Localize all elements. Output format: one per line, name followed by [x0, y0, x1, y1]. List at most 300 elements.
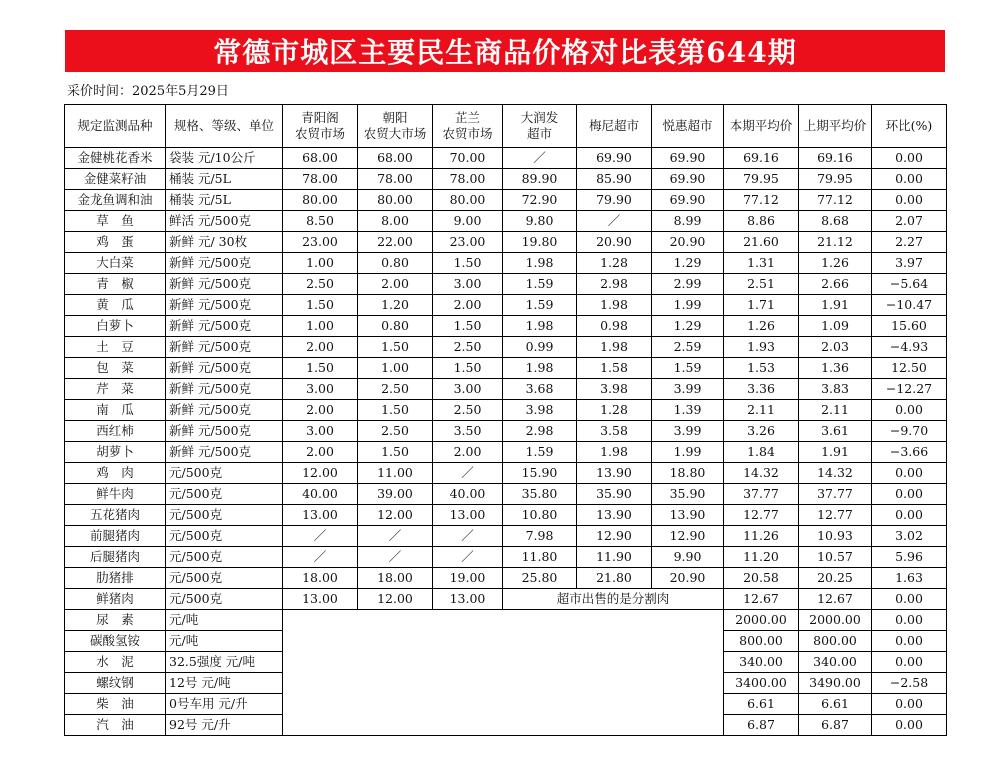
item-name: 后腿猪肉 — [65, 547, 166, 568]
price-cell: 35.90 — [652, 484, 724, 505]
item-spec: 新鲜 元/500克 — [166, 295, 283, 316]
item-name: 鲜牛肉 — [65, 484, 166, 505]
table-row — [65, 211, 947, 232]
table-row — [65, 610, 947, 631]
item-spec: 鲜活 元/500克 — [166, 211, 283, 232]
price-cell: 0.99 — [503, 337, 577, 358]
previous-avg: 340.00 — [799, 652, 872, 673]
price-cell: 3.97 — [872, 253, 947, 274]
item-spec: 桶装 元/5L — [166, 169, 283, 190]
price-cell: 3.58 — [577, 421, 652, 442]
change-percent: 0.00 — [872, 631, 947, 652]
price-cell: 0.00 — [872, 484, 947, 505]
price-cell: 1.50 — [433, 358, 503, 379]
price-cell: 21.12 — [799, 232, 872, 253]
item-name: 鸡 肉 — [65, 463, 166, 484]
item-spec: 新鲜 元/ 30枚 — [166, 232, 283, 253]
price-cell: 2.50 — [358, 421, 433, 442]
item-spec: 袋装 元/10公斤 — [166, 148, 283, 169]
price-cell: 13.90 — [577, 505, 652, 526]
column-header: 规定监测品种 — [65, 105, 166, 148]
price-cell: 2.50 — [283, 274, 358, 295]
price-cell: 69.90 — [652, 148, 724, 169]
price-cell: 12.00 — [358, 505, 433, 526]
price-cell: 8.50 — [283, 211, 358, 232]
table-row — [65, 253, 947, 274]
price-cell: 2.50 — [433, 337, 503, 358]
price-cell: 68.00 — [283, 148, 358, 169]
price-cell: 78.00 — [358, 169, 433, 190]
item-spec: 元/吨 — [166, 631, 283, 652]
item-spec: 新鲜 元/500克 — [166, 400, 283, 421]
price-cell: 12.90 — [577, 526, 652, 547]
price-cell: 69.90 — [577, 148, 652, 169]
price-cell: 80.00 — [433, 190, 503, 211]
table-row — [65, 148, 947, 169]
item-name: 五花猪肉 — [65, 505, 166, 526]
blank-block — [283, 610, 724, 736]
price-cell: 13.90 — [652, 505, 724, 526]
price-cell: 2.00 — [433, 295, 503, 316]
price-cell: 21.80 — [577, 568, 652, 589]
table-row — [65, 295, 947, 316]
price-cell: 11.20 — [724, 547, 799, 568]
price-cell: ／ — [433, 547, 503, 568]
price-cell: 10.57 — [799, 547, 872, 568]
price-cell: 79.90 — [577, 190, 652, 211]
item-name: 鲜猪肉 — [65, 589, 166, 610]
price-cell: 22.00 — [358, 232, 433, 253]
price-cell: 3.00 — [283, 379, 358, 400]
price-cell: 2.50 — [358, 379, 433, 400]
price-cell: 12.50 — [872, 358, 947, 379]
current-avg: 340.00 — [724, 652, 799, 673]
price-cell: 1.53 — [724, 358, 799, 379]
price-cell: 11.80 — [503, 547, 577, 568]
price-cell: −4.93 — [872, 337, 947, 358]
price-cell: 3.98 — [577, 379, 652, 400]
item-name: 汽 油 — [65, 715, 166, 736]
price-cell: 0.00 — [872, 463, 947, 484]
price-cell: 70.00 — [433, 148, 503, 169]
current-avg: 6.87 — [724, 715, 799, 736]
price-cell: 1.84 — [724, 442, 799, 463]
price-cell: 21.60 — [724, 232, 799, 253]
price-cell: 1.59 — [652, 358, 724, 379]
table-row — [65, 400, 947, 421]
price-cell: 37.77 — [799, 484, 872, 505]
price-cell: 1.50 — [283, 295, 358, 316]
price-cell: 77.12 — [724, 190, 799, 211]
price-cell: 3.00 — [283, 421, 358, 442]
price-cell: 3.83 — [799, 379, 872, 400]
price-cell: 85.90 — [577, 169, 652, 190]
item-spec: 新鲜 元/500克 — [166, 379, 283, 400]
column-header: 本期平均价 — [724, 105, 799, 148]
price-cell: 0.00 — [872, 169, 947, 190]
price-cell: 13.00 — [283, 589, 358, 610]
price-cell: 3.68 — [503, 379, 577, 400]
item-spec: 新鲜 元/500克 — [166, 358, 283, 379]
item-name: 大白菜 — [65, 253, 166, 274]
item-name: 金龙鱼调和油 — [65, 190, 166, 211]
previous-avg: 6.61 — [799, 694, 872, 715]
price-cell: 1.59 — [503, 442, 577, 463]
price-cell: 69.16 — [724, 148, 799, 169]
price-cell: 2.98 — [577, 274, 652, 295]
price-cell: 13.00 — [283, 505, 358, 526]
price-cell: 3.36 — [724, 379, 799, 400]
price-cell: ／ — [358, 526, 433, 547]
price-cell: 10.93 — [799, 526, 872, 547]
price-cell: 2.99 — [652, 274, 724, 295]
item-name: 黄 瓜 — [65, 295, 166, 316]
price-cell: 79.95 — [799, 169, 872, 190]
price-cell: 10.80 — [503, 505, 577, 526]
price-cell: 1.28 — [577, 400, 652, 421]
price-cell: ／ — [283, 547, 358, 568]
price-cell: 19.00 — [433, 568, 503, 589]
price-cell: 23.00 — [433, 232, 503, 253]
item-name: 碳酸氢铵 — [65, 631, 166, 652]
current-avg: 2000.00 — [724, 610, 799, 631]
price-cell: 8.99 — [652, 211, 724, 232]
supermarket-note: 超市出售的是分割肉 — [503, 589, 724, 610]
item-spec: 元/500克 — [166, 547, 283, 568]
price-cell: 15.60 — [872, 316, 947, 337]
table-row — [65, 484, 947, 505]
price-cell: 3.61 — [799, 421, 872, 442]
price-cell: 2.00 — [283, 400, 358, 421]
price-cell: 1.98 — [503, 358, 577, 379]
price-cell: ／ — [433, 526, 503, 547]
price-cell: −5.64 — [872, 274, 947, 295]
price-cell: 1.59 — [503, 274, 577, 295]
price-cell: −10.47 — [872, 295, 947, 316]
price-date: 采价时间：2025年5月29日 — [67, 84, 229, 99]
price-cell: 77.12 — [799, 190, 872, 211]
price-cell: 1.28 — [577, 253, 652, 274]
price-cell: 2.27 — [872, 232, 947, 253]
price-cell: ／ — [433, 463, 503, 484]
price-cell: 15.90 — [503, 463, 577, 484]
item-spec: 0号车用 元/升 — [166, 694, 283, 715]
current-avg: 6.61 — [724, 694, 799, 715]
column-header: 悦惠超市 — [652, 105, 724, 148]
previous-avg: 3490.00 — [799, 673, 872, 694]
column-header: 青阳阁 农贸市场 — [283, 105, 358, 148]
price-cell: 1.26 — [799, 253, 872, 274]
price-cell: 78.00 — [283, 169, 358, 190]
price-cell: 1.58 — [577, 358, 652, 379]
table-row — [65, 379, 947, 400]
price-cell: 2.07 — [872, 211, 947, 232]
price-cell: 3.26 — [724, 421, 799, 442]
price-cell: 1.99 — [652, 442, 724, 463]
item-spec: 92号 元/升 — [166, 715, 283, 736]
price-cell: 1.50 — [358, 337, 433, 358]
price-cell: 18.80 — [652, 463, 724, 484]
price-cell: 1.50 — [358, 400, 433, 421]
column-header: 上期平均价 — [799, 105, 872, 148]
column-header: 规格、等级、单位 — [166, 105, 283, 148]
item-spec: 32.5强度 元/吨 — [166, 652, 283, 673]
price-cell: 78.00 — [433, 169, 503, 190]
item-spec: 元/500克 — [166, 526, 283, 547]
price-cell: 1.50 — [358, 442, 433, 463]
price-cell: 1.50 — [283, 358, 358, 379]
change-percent: 0.00 — [872, 652, 947, 673]
price-cell: 13.00 — [433, 505, 503, 526]
item-name: 前腿猪肉 — [65, 526, 166, 547]
price-cell: 11.00 — [358, 463, 433, 484]
price-cell: 20.58 — [724, 568, 799, 589]
item-spec: 12号 元/吨 — [166, 673, 283, 694]
item-spec: 新鲜 元/500克 — [166, 316, 283, 337]
item-spec: 元/吨 — [166, 610, 283, 631]
price-cell: 2.00 — [283, 337, 358, 358]
price-cell: 20.25 — [799, 568, 872, 589]
price-cell: 1.00 — [358, 358, 433, 379]
price-cell: 20.90 — [577, 232, 652, 253]
item-name: 西红柿 — [65, 421, 166, 442]
previous-avg: 12.67 — [799, 589, 872, 610]
price-cell: 3.99 — [652, 421, 724, 442]
price-table — [64, 104, 947, 736]
price-cell: 1.29 — [652, 253, 724, 274]
price-cell: 1.36 — [799, 358, 872, 379]
price-cell: 2.59 — [652, 337, 724, 358]
price-cell: 13.00 — [433, 589, 503, 610]
price-cell: 39.00 — [358, 484, 433, 505]
price-cell: 12.00 — [283, 463, 358, 484]
price-cell: 0.00 — [872, 505, 947, 526]
item-name: 草 鱼 — [65, 211, 166, 232]
item-name: 胡萝卜 — [65, 442, 166, 463]
price-cell: 1.98 — [577, 295, 652, 316]
item-spec: 元/500克 — [166, 463, 283, 484]
change-percent: 0.00 — [872, 589, 947, 610]
price-cell: 18.00 — [283, 568, 358, 589]
price-cell: 35.90 — [577, 484, 652, 505]
price-cell: 8.86 — [724, 211, 799, 232]
price-cell: 12.00 — [358, 589, 433, 610]
previous-avg: 800.00 — [799, 631, 872, 652]
item-name: 白萝卜 — [65, 316, 166, 337]
price-cell: 2.00 — [283, 442, 358, 463]
table-row — [65, 169, 947, 190]
price-cell: −12.27 — [872, 379, 947, 400]
price-cell: 0.00 — [872, 400, 947, 421]
price-cell: 3.99 — [652, 379, 724, 400]
price-cell: 3.98 — [503, 400, 577, 421]
current-avg: 3400.00 — [724, 673, 799, 694]
table-row — [65, 337, 947, 358]
item-name: 柴 油 — [65, 694, 166, 715]
current-avg: 800.00 — [724, 631, 799, 652]
price-cell: 1.00 — [283, 253, 358, 274]
table-row — [65, 463, 947, 484]
item-spec: 新鲜 元/500克 — [166, 421, 283, 442]
price-cell: 1.98 — [503, 316, 577, 337]
price-cell: 1.31 — [724, 253, 799, 274]
item-spec: 元/500克 — [166, 505, 283, 526]
price-cell: 8.00 — [358, 211, 433, 232]
price-cell: 0.00 — [872, 148, 947, 169]
price-cell: 0.80 — [358, 316, 433, 337]
current-avg: 12.67 — [724, 589, 799, 610]
price-cell: 1.09 — [799, 316, 872, 337]
price-cell: 3.50 — [433, 421, 503, 442]
price-cell: 89.90 — [503, 169, 577, 190]
price-cell: 3.00 — [433, 274, 503, 295]
price-cell: 69.90 — [652, 190, 724, 211]
price-cell: 20.90 — [652, 232, 724, 253]
price-cell: 68.00 — [358, 148, 433, 169]
item-name: 螺纹钢 — [65, 673, 166, 694]
price-cell: 69.90 — [652, 169, 724, 190]
change-percent: 0.00 — [872, 610, 947, 631]
table-row — [65, 589, 947, 610]
header-row — [65, 105, 947, 148]
price-cell: 40.00 — [433, 484, 503, 505]
column-header: 大润发 超市 — [503, 105, 577, 148]
table-row — [65, 547, 947, 568]
item-name: 金健桃花香米 — [65, 148, 166, 169]
item-spec: 新鲜 元/500克 — [166, 337, 283, 358]
price-cell: 2.03 — [799, 337, 872, 358]
item-spec: 新鲜 元/500克 — [166, 442, 283, 463]
item-name: 南 瓜 — [65, 400, 166, 421]
item-name: 水 泥 — [65, 652, 166, 673]
price-cell: 0.98 — [577, 316, 652, 337]
column-header: 朝阳 农贸大市场 — [358, 105, 433, 148]
table-row — [65, 505, 947, 526]
report-title: 常德市城区主要民生商品价格对比表第644期 — [65, 30, 945, 72]
price-cell: 1.99 — [652, 295, 724, 316]
column-header: 芷兰 农贸市场 — [433, 105, 503, 148]
previous-avg: 2000.00 — [799, 610, 872, 631]
price-cell: 1.39 — [652, 400, 724, 421]
price-cell: 19.80 — [503, 232, 577, 253]
table-row — [65, 316, 947, 337]
price-cell: 9.00 — [433, 211, 503, 232]
change-percent: −2.58 — [872, 673, 947, 694]
price-cell: ／ — [283, 526, 358, 547]
price-cell: 2.98 — [503, 421, 577, 442]
price-cell: 40.00 — [283, 484, 358, 505]
item-name: 青 椒 — [65, 274, 166, 295]
price-cell: 5.96 — [872, 547, 947, 568]
price-cell: 12.77 — [724, 505, 799, 526]
price-cell: 8.68 — [799, 211, 872, 232]
price-cell: 2.11 — [724, 400, 799, 421]
item-name: 金健菜籽油 — [65, 169, 166, 190]
table-row — [65, 358, 947, 379]
price-cell: 3.02 — [872, 526, 947, 547]
price-cell: 1.98 — [577, 337, 652, 358]
price-cell: 0.00 — [872, 190, 947, 211]
price-cell: 11.90 — [577, 547, 652, 568]
item-name: 肋猪排 — [65, 568, 166, 589]
price-cell: 1.98 — [503, 253, 577, 274]
price-cell: 7.98 — [503, 526, 577, 547]
item-spec: 元/500克 — [166, 589, 283, 610]
table-row — [65, 232, 947, 253]
item-name: 包 菜 — [65, 358, 166, 379]
item-spec: 元/500克 — [166, 484, 283, 505]
price-cell: 23.00 — [283, 232, 358, 253]
price-cell: 2.00 — [433, 442, 503, 463]
item-spec: 元/500克 — [166, 568, 283, 589]
price-cell: 1.59 — [503, 295, 577, 316]
price-cell: 1.00 — [283, 316, 358, 337]
price-cell: ／ — [577, 211, 652, 232]
price-cell: 1.29 — [652, 316, 724, 337]
price-cell: 1.71 — [724, 295, 799, 316]
price-cell: 14.32 — [799, 463, 872, 484]
price-cell: 2.00 — [358, 274, 433, 295]
price-cell: 12.90 — [652, 526, 724, 547]
item-name: 鸡 蛋 — [65, 232, 166, 253]
price-cell: 0.80 — [358, 253, 433, 274]
price-cell: 1.20 — [358, 295, 433, 316]
price-cell: 9.80 — [503, 211, 577, 232]
price-cell: ／ — [503, 148, 577, 169]
price-cell: 80.00 — [283, 190, 358, 211]
item-name: 芹 菜 — [65, 379, 166, 400]
item-name: 土 豆 — [65, 337, 166, 358]
price-cell: 2.50 — [433, 400, 503, 421]
item-name: 尿 素 — [65, 610, 166, 631]
item-spec: 新鲜 元/500克 — [166, 253, 283, 274]
price-cell: 1.50 — [433, 316, 503, 337]
price-cell: 1.91 — [799, 295, 872, 316]
price-cell: 25.80 — [503, 568, 577, 589]
price-cell: 9.90 — [652, 547, 724, 568]
price-cell: 35.80 — [503, 484, 577, 505]
price-cell: 3.00 — [433, 379, 503, 400]
column-header: 梅尼超市 — [577, 105, 652, 148]
price-cell: 2.11 — [799, 400, 872, 421]
item-spec: 新鲜 元/500克 — [166, 274, 283, 295]
price-cell: 1.98 — [577, 442, 652, 463]
column-header: 环比(%) — [872, 105, 947, 148]
price-cell: 1.93 — [724, 337, 799, 358]
price-cell: 79.95 — [724, 169, 799, 190]
price-cell: 1.26 — [724, 316, 799, 337]
price-cell: ／ — [358, 547, 433, 568]
table-row — [65, 526, 947, 547]
table-body — [65, 105, 947, 736]
price-cell: 2.66 — [799, 274, 872, 295]
price-cell: −3.66 — [872, 442, 947, 463]
price-cell: 20.90 — [652, 568, 724, 589]
table-row — [65, 190, 947, 211]
table-row — [65, 274, 947, 295]
price-cell: 72.90 — [503, 190, 577, 211]
price-cell: 1.50 — [433, 253, 503, 274]
price-cell: 18.00 — [358, 568, 433, 589]
price-cell: 37.77 — [724, 484, 799, 505]
change-percent: 0.00 — [872, 694, 947, 715]
price-cell: 11.26 — [724, 526, 799, 547]
item-spec: 桶装 元/5L — [166, 190, 283, 211]
table-row — [65, 421, 947, 442]
price-cell: 80.00 — [358, 190, 433, 211]
table-row — [65, 442, 947, 463]
price-cell: 13.90 — [577, 463, 652, 484]
